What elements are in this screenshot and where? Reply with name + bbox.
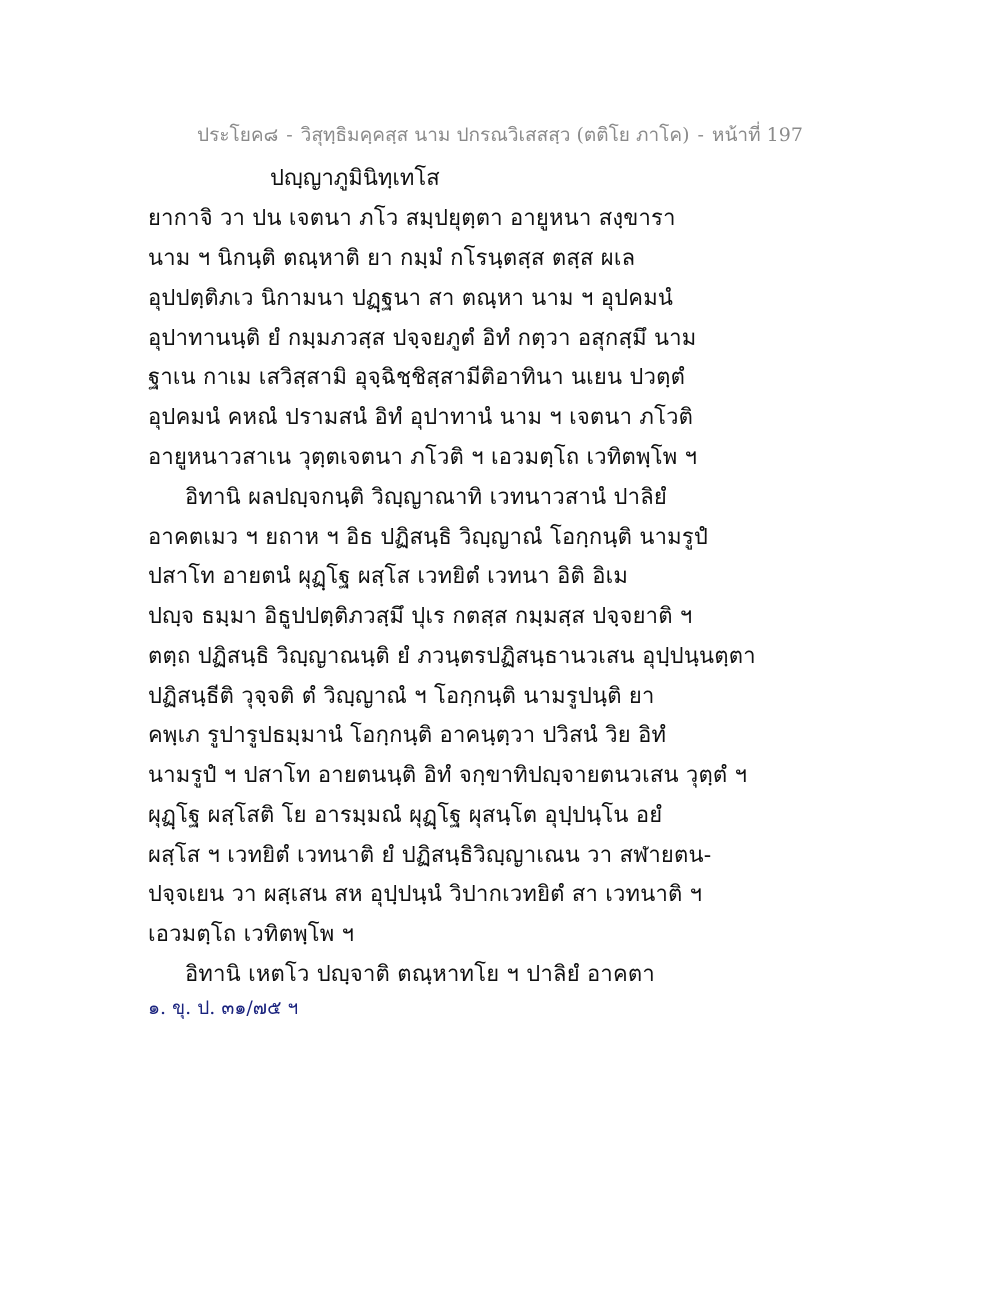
text-line: อุปาทานนฺติ ยํ กมฺมภวสฺส ปจฺจยภูตํ อิทํ กตฺวา อสุกสฺมึ นาม	[148, 326, 697, 351]
text-line: ผุฏฺโฐ ผสฺโสติ โย อารมฺมณํ ผุฏฺโฐ ผุสนฺโต อุปฺปนฺโน อยํ	[148, 803, 663, 828]
text-line: นามรูปํ ฯ ปสาโท อายตนนฺติ อิทํ จกฺขาทิปญฺจายตนวเสน วุตฺตํ ฯ	[148, 763, 748, 788]
text-line: อาคตเมว ฯ ยถาห ฯ อิธ ปฏิสนฺธิ วิญฺญาณํ โอกฺกนฺติ นามรูปํ	[148, 525, 709, 550]
text-line: อายูหนาวสาเน วุตฺตเจตนา ภโวติ ฯ เอวมตฺโถ เวทิตพฺโพ ฯ	[148, 445, 698, 470]
running-header: ประโยค๘ - วิสุทฺธิมคฺคสฺส นาม ปกรณวิเสสสฺว (ตติโย ภาโค) - หน้าที่ 197	[197, 124, 803, 146]
text-line: เอวมตฺโถ เวทิตพฺโพ ฯ	[148, 922, 355, 947]
text-line: นาม ฯ นิกนฺติ ตณฺหาติ ยา กมฺมํ กโรนฺตสฺส ตสฺส ผเล	[148, 246, 636, 271]
header-book: ประโยค๘	[197, 124, 279, 146]
header-title: วิสุทฺธิมคฺคสฺส นาม ปกรณวิเสสสฺว (ตติโย ภาโค)	[300, 124, 690, 146]
text-line: คพฺเภ รูปารูปธมฺมานํ โอกฺกนฺติ อาคนฺตฺวา ปวิสนํ วิย อิทํ	[148, 723, 667, 748]
text-line: อุปคมนํ คหณํ ปรามสนํ อิทํ อุปาทานํ นาม ฯ เจตนา ภโวติ	[148, 405, 694, 430]
header-page-number: หน้าที่ 197	[711, 124, 803, 146]
text-line: อุปปตฺติภเว นิกามนา ปฏฺฐนา สา ตณฺหา นาม ฯ อุปคมนํ	[148, 286, 674, 311]
text-line: ตตฺถ ปฏิสนฺธิ วิญฺญาณนฺติ ยํ ภวนฺตรปฏิสนฺธานวเสน อุปฺปนฺนตฺตา	[148, 644, 756, 669]
text-line: ยากาจิ วา ปน เจตนา ภโว สมฺปยุตฺตา อายูหนา สงฺขารา	[148, 206, 676, 231]
text-line: อิทานิ ผลปญฺจกนฺติ วิญฺญาณาทิ เวทนาวสานํ ปาลิยํ	[185, 485, 667, 510]
text-line: ปสาโท อายตนํ ผุฏฺโฐ ผสฺโส เวทยิตํ เวทนา อิติ อิเม	[148, 564, 629, 589]
text-line: ฐาเน กาเม เสวิสฺสามิ อุจฺฉิชฺชิสฺสามีติอาทินา นเยน ปวตฺตํ	[148, 365, 686, 390]
text-line: ปจฺจเยน วา ผสฺเสน สห อุปฺปนฺนํ วิปากเวทยิตํ สา เวทนาติ ฯ	[148, 882, 703, 907]
text-line: ปญฺจ ธมฺมา อิธูปปตฺติภวสฺมึ ปุเร กตสฺส กมฺมสฺส ปจฺจยาติ ฯ	[148, 604, 693, 629]
text-line: อิทานิ เหตโว ปญฺจาติ ตณฺหาทโย ฯ ปาลิยํ อาคตา	[185, 962, 655, 987]
section-heading: ปญฺญาภูมินิทฺเทโส	[270, 166, 440, 191]
footnote: ๑. ขุ. ป. ๓๑/๗๕ ฯ	[148, 997, 299, 1019]
text-line: ปฏิสนฺธีติ วุจฺจติ ตํ วิญฺญาณํ ฯ โอกฺกนฺติ นามรูปนฺติ ยา	[148, 684, 655, 709]
text-line: ผสฺโส ฯ เวทยิตํ เวทนาติ ยํ ปฏิสนฺธิวิญฺญาเณน วา สฬายตน-	[148, 843, 712, 868]
